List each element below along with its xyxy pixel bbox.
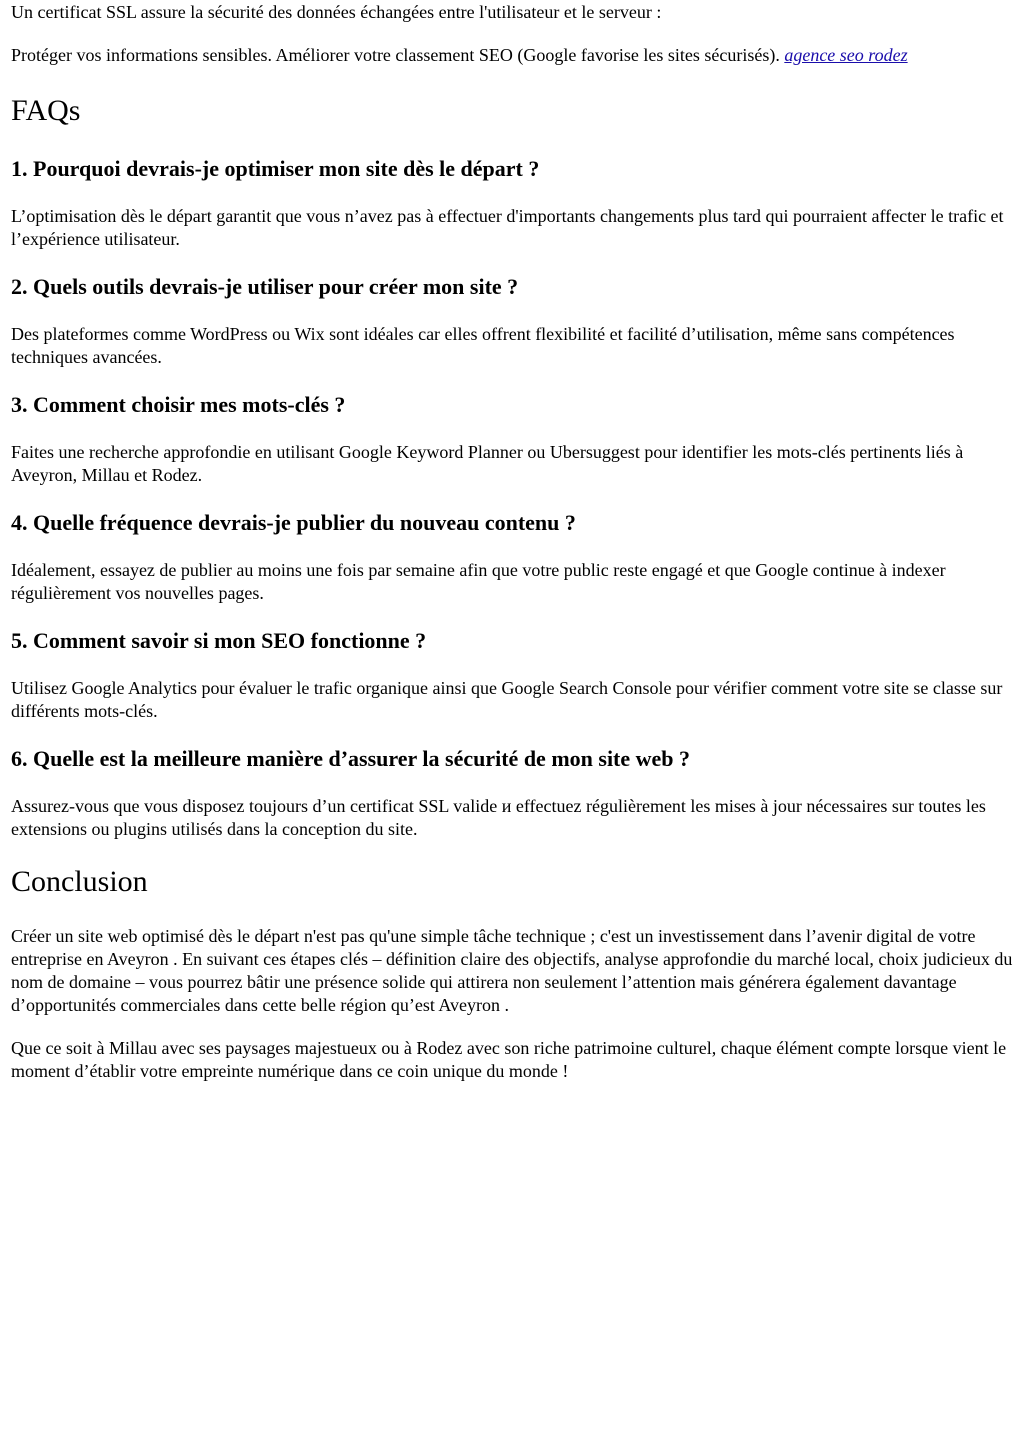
- faq-question-1: 1. Pourquoi devrais-je optimiser mon site dès le départ ?: [11, 156, 540, 181]
- agence-seo-rodez-link[interactable]: agence seo rodez: [784, 45, 908, 65]
- faq-question-4: 4. Quelle fréquence devrais-je publier du nouveau contenu ?: [11, 510, 576, 535]
- faq-question-5: 5. Comment savoir si mon SEO fonctionne ?: [11, 628, 427, 653]
- faq-question-6: 6. Quelle est la meilleure manière d’assurer la sécurité de mon site web ?: [11, 746, 691, 771]
- faq-answer-4: Idéalement, essayez de publier au moins une fois par semaine afin que votre public reste engagé et que Google continue à indexer régulièrement vos nouvelles pages.: [11, 560, 946, 603]
- faq-question-3: 3. Comment choisir mes mots-clés ?: [11, 392, 346, 417]
- protect-text: Protéger vos informations sensibles. Améliorer votre classement SEO (Google favorise les sites sécurisés).: [11, 45, 785, 65]
- conclusion-paragraph-1: Créer un site web optimisé dès le départ n'est pas qu'une simple tâche technique ; c'est un investissement dans l’avenir digital de votre entreprise en Aveyron . En suivant ces étapes clés – définition claire des objectifs, analyse approfondie du marché local, choix judicieux du nom de domaine – vous pourrez bâtir une présence solide qui attirera non seulement l’attention mais générera également davantage d’opportunités commerciales dans cette belle région qu’est Aveyron .: [11, 926, 1013, 1015]
- faqs-heading: FAQs: [11, 94, 81, 127]
- faq-answer-6: Assurez-vous que vous disposez toujours d’un certificat SSL valide и effectuez régulièrement les mises à jour nécessaires sur toutes les extensions ou plugins utilisés dans la conception du site.: [11, 796, 986, 839]
- faq-answer-1: L’optimisation dès le départ garantit que vous n’avez pas à effectuer d'importants changements plus tard qui pourraient affecter le trafic et l’expérience utilisateur.: [11, 206, 1004, 249]
- article-body: [0, 1, 1024, 1083]
- protect-paragraph: [11, 44, 1013, 67]
- faq-question-2: 2. Quels outils devrais-je utiliser pour créer mon site ?: [11, 274, 519, 299]
- conclusion-paragraph-2: Que ce soit à Millau avec ses paysages majestueux ou à Rodez avec son riche patrimoine culturel, chaque élément compte lorsque vient le moment d’établir votre empreinte numérique dans ce coin unique du monde !: [11, 1038, 1007, 1081]
- faq-answer-3: Faites une recherche approfondie en utilisant Google Keyword Planner ou Ubersuggest pour identifier les mots-clés pertinents liés à Aveyron, Millau et Rodez.: [11, 442, 964, 485]
- ssl-intro-text: Un certificat SSL assure la sécurité des données échangées entre l'utilisateur et le serveur :: [11, 2, 662, 22]
- conclusion-heading: Conclusion: [11, 865, 148, 898]
- faq-answer-5: Utilisez Google Analytics pour évaluer le trafic organique ainsi que Google Search Console pour vérifier comment votre site se classe sur différents mots-clés.: [11, 678, 1003, 721]
- faq-answer-2: Des plateformes comme WordPress ou Wix sont idéales car elles offrent flexibilité et facilité d’utilisation, même sans compétences techniques avancées.: [11, 324, 955, 367]
